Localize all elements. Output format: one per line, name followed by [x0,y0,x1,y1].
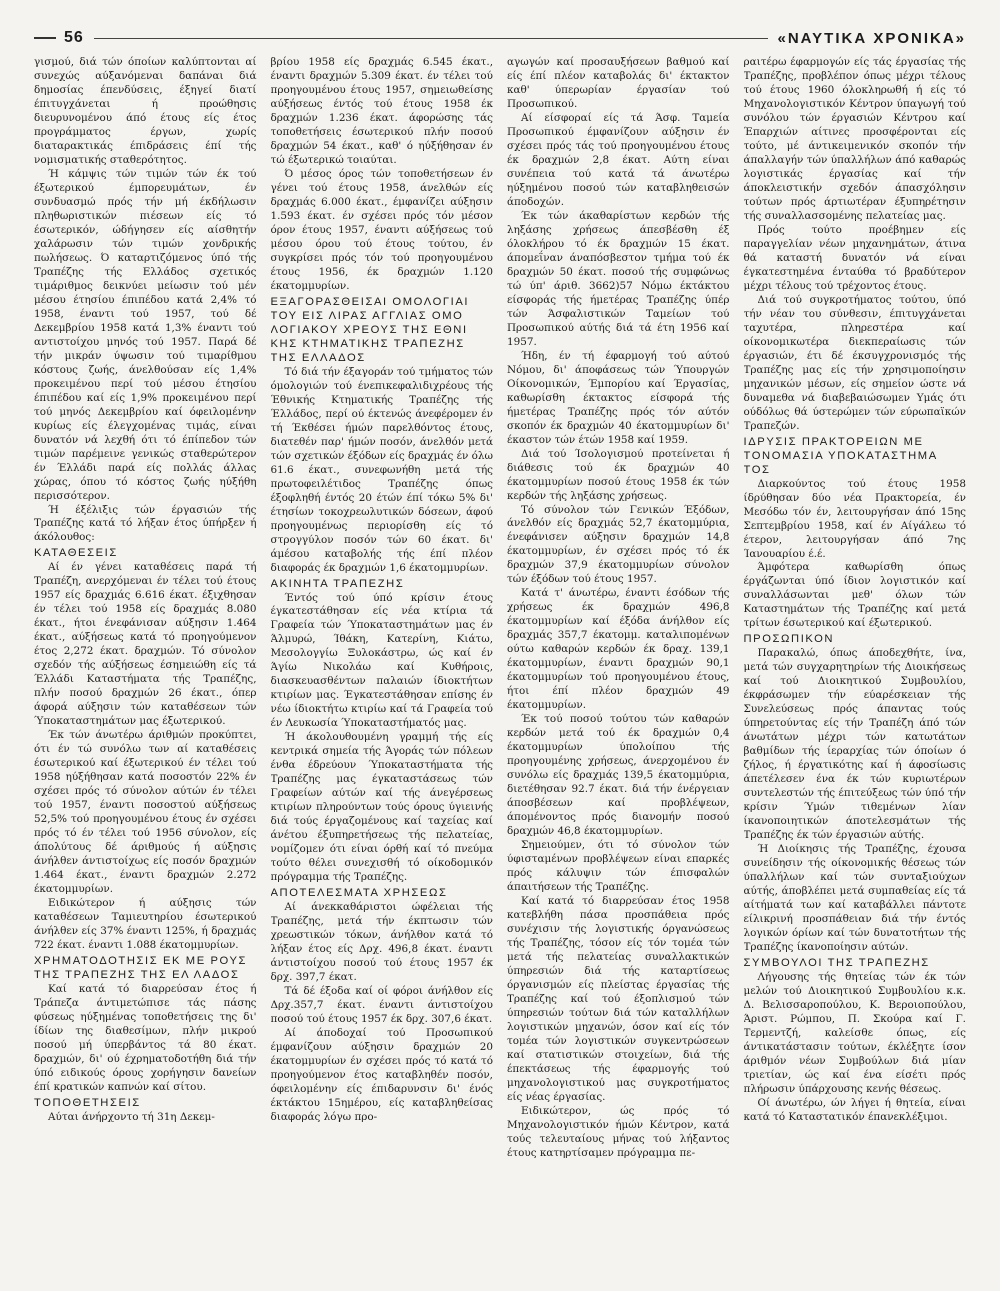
paragraph: Καί κατά τό διαρρεύσαν έτος ή Τράπεζα άντιμετώπισε τάς πάσης φύσεως ηύξημένας τοποθετήσεις της δι' ίδίων της διαθεσίμων, πλήν μικρού ποσού μή ύπερβάντος τά 80 έκατ. δραχμών, δι' ού έχρηματοδοτήθη διά τήν ύπό ειδικούς όρους χορήγησιν δανείων έπί κρατικών καπνών καί σίτου. [34,983,257,1093]
section-heading: ΕΞΑΓΟΡΑΣΘΕΙΣΑΙ ΟΜΟΛΟΓΙΑΙ ΤΟΥ ΕΙΣ ΛΙΡΑΣ ΑΓΓΛΙΑΣ ΟΜΟ ΛΟΓΙΑΚΟΥ ΧΡΕΟΥΣ ΤΗΣ ΕΘΝΙ ΚΗΣ ΚΤΗΜΑΤΙΚΗΣ ΤΡΑΠΕΖΗΣ ΤΗΣ ΕΛΛΑΔΟΣ [270,295,470,364]
paragraph: Ειδικώτερον ή αύξησις τών καταθέσεων Ταμιευτηρίου έσωτερικού άνήλθεν είς 37% έναντι 125%, ή δραχμάς 722 έκατ. έναντι 1.088 έκατομμυρίων. [34,897,257,952]
page-number: 56 [64,29,84,46]
section-heading: ΚΑΤΑΘΕΣΕΙΣ [34,547,118,560]
paragraph: Κατά τ' άνωτέρω, έναντι έσόδων τής χρήσεως έκ δραχμών 496,8 έκατομμυρίων καί έξόδα άνήλθον είς δραχμάς 357,7 έκατομμ. καταλιπομένων ούτω καθαρών κερδών έκ δραχ. 139,1 έκατομμυρίων, έναντι δραχμών 90,1 έκατομμυρίων τού προηγουμένου έτους, ήτοι έπί πλέον δραχμών 49 έκατομμυρίων. [507,587,730,712]
section-heading: ΤΟΠΟΘΕΤΗΣΕΙΣ [34,1096,141,1109]
paragraph: Καί κατά τό διαρρεύσαν έτος 1958 κατεβλήθη πάσα προσπάθεια πρός συνέχισιν τής λογιστικής όργανώσεως τής Τραπέζης, τόσον είς τόν τομέα τών μετά τής πελατείας συναλλακτικών ύπηρεσιών διά τής καταρτίσεως όργανισμών είς πλείστας έργασίας τής Τραπέζης καί τού έξοπλισμού τών ύπηρεσιών τούτων διά τών καταλλήλων λογιστικών μηχανών, όσον καί είς τόν τομέα τών λογιστικών συγκεντρώσεων καί στατιστικών στοιχείων, διά τής έπεκτάσεως τής έφαρμογής τού μηχανολογιστικού μας συγκροτήματος είς νέας έργασίας. [507,895,730,1103]
paragraph: Έντός τού ύπό κρίσιν έτους έγκατεστάθησαν είς νέα κτίρια τά Γραφεία τών Ύποκαταστημάτων μας έν Άλμυρώ, Ίθάκη, Κατερίνη, Κιάτω, Μεσολογγίω Ξυλοκάστρω, ώς καί έν Άγίω Νικολάω καί Κυθήροις, διασκευασθέντων παλαιών ίδιοκτήτων κτιρίων μας. Έγκατεστάθησαν επίσης έν νέω ίδιοκτήτω κτιρίω καί τά Γραφεία τού έν Λευκωσία Ύποκαταστήματός μας. [270,591,493,730]
text-column-3 [507,56,730,1276]
page-header [34,26,966,50]
paragraph: Διά τού Ίσολογισμού προτείνεται ή διάθεσις τού έκ δραχμών 40 έκατομμυρίων ποσού έτους 1958 έκ τών κερδών τής ληξάσης χρήσεως. [507,447,730,502]
paragraph: ραιτέρω έφαρμογών είς τάς έργασίας τής Τραπέζης, προβλέπον όπως μέχρι τέλους τού έτους 1960 όλοκληρωθή ή είς τό Μηχανολογιστικόν Κέντρον ύπαγωγή τού συνόλου τών έργασιών Κέντρου καί Έπαρχιών αίτινες προσφέρονται είς τούτο, μέ άντικειμενικόν σκοπόν τήν άπαλλαγήν τών ύπαλλήλων άπό καθαρώς λογιστικάς έργασίας καί τήν άποκλειστικήν σχεδόν άπασχόλησιν τούτων πρός άρτιωτέραν έξυπηρέτησιν τής συναλλασσομένης πελατείας μας. [743,56,966,222]
header-rule [94,38,768,39]
paragraph: Έκ τών άκαθαρίστων κερδών τής ληξάσης χρήσεως άπεσβέσθη έξ όλοκλήρου τό έκ δραχμών 15 έκατ. άπομεΐναν άναπόσβεστον τμήμα τού έκ δραχμών 50 έκατ. ποσού τής συμφώνως τώ ύπ' άριθ. 3662)57 Νόμω έκτάκτου είσφοράς τής ήμετέρας Τραπέζης ύπέρ τών Άσφαλιστικών Ταμείων τού Προσωπικού αύτής διά τά έτη 1956 καί 1957. [507,209,730,348]
paragraph: Αί έν γένει καταθέσεις παρά τή Τραπέζη, ανερχόμεναι έν τέλει τού έτους 1957 είς δραχμάς 6.616 έκατ. έξιχθησαν έν τέλει τού 1958 είς δραχμάς 8.080 έκατ., ήτοι ένεφάνισαν αύξησιν 1.464 έκατ., αύξήσεως κατά τό προηγούμενον έτος 2,272 έκατ. δραχμών. Τό σύνολον σχεδόν τής αύξήσεως έσημειώθη είς τά Έλλάδι Καταστήματα τής Τραπέζης, πλήν ποσού δραχμών 26 έκατ., όπερ άφορά αύξησιν τών καταθέσεων τών Ύποκαταστημάτων μας έξωτερικού. [34,561,257,728]
paragraph: Λήγουσης τής θητείας τών έκ τών μελών τού Διοικητικού Συμβουλίου κ.κ. Δ. Βελισσαροπούλου, Κ. Βεροιοπούλου, Άριστ. Ρώμπου, Π. Σκούρα καί Γ. Τερμεντζή, καλείσθε όπως, είς άντικατάστασιν τούτων, έκλέξητε ίσον άριθμόν νέων Συμβούλων διά μίαν τριετίαν, ώς καί ένα είσέτι πρός πλήρωσιν ύπάρχουσης κενής θέσεως. [743,971,966,1095]
paragraph: Ή κάμψις τών τιμών τών έκ τού έξωτερικού έμπορευμάτων, έν συνδυασμώ πρός τήν μή έκδήλωσιν πληθωριστικών πιέσεων είς τό έσωτερικόν, ώδήγησεν είς αίσθητήν χαλάρωσιν τών τιμών χονδρικής πωλήσεως. Ό καταρτιζόμενος ύπό τής Τραπέζης τής Ελλάδος σχετικός τιμάριθμος δεικνύει μείωσιν τού μέν μέσου έτησίου έπιπέδου κατά 2,4% τό 1958, έναντι τού 1957, τού δέ Δεκεμβρίου 1958 κατά 1,3% έναντι τού αντιστοίχου μηνός τού 1957. Παρά δέ τήν μικράν ύψωσιν τού τιμαρίθμου κόστους ζωής, άνελθούσαν είς 1,4% προκειμένου περί τού μέσου έτησίου έπιπέδου καί είς 1,9% προκειμένου περί τού μηνός Δεκεμβρίου καί όφειλομένην κυρίως είς έλεγχομένας τιμάς, είναι δυνατόν νά λεχθή ότι τό έπίπεδον τών τιμών παρέμεινε γενικώς σταθερώτερον έν Έλλάδι παρά είς πολλάς άλλας χώρας, όπου τό κόστος ζωής ηύξήθη περισσότερον. [34,167,257,502]
text-column-2 [271,56,494,1276]
paragraph: αγωγών καί προσαυξήσεων βαθμού καί είς έπί πλέον καταβολάς δι' έκτακτον καθ' ύπερωρίαν έργασίαν τού Προσωπικού. [507,56,730,110]
text-column-1 [34,56,257,1276]
paragraph: Άμφότερα καθωρίσθη όπως έργάζωνται ύπό ίδιον λογιστικόν καί συναλλάσωνται μεθ' όλων τών Καταστημάτων τής Τραπέζης καί μετά τρίτων έσωτερικού καί έξωτερικού. [743,561,966,630]
paragraph: Αί είσφοραί είς τά Άσφ. Ταμεία Προσωπικού έμφανίζουν αύξησιν έν σχέσει πρός τάς τού προηγουμένου έτους έκ δραχμών 2,8 έκατ. Αύτη είναι συνέπεια τού κατά τά άνωτέρω ηύξημένου ποσού τών καταβληθεισών άποδοχών. [507,111,730,208]
paragraph: Τά δέ έξοδα καί οί φόροι άνήλθον είς Δρχ.357,7 έκατ. έναντι άντιστοίχου ποσού τού έτους 1957 έκ δρχ. 307,6 έκατ. [270,985,493,1026]
paragraph: γισμού, διά τών όποίων καλύπτονται αί συνεχώς αύξανόμεναι δαπάναι διά δημοσίας έπενδύσεις, έξηγεί διατί έπιτυγχάνεται ή προώθησις διευρυνομένου άπό έτους είς έτος προγράμματος έργων, χωρίς διαταρακτικάς έπιδράσεις έπί τής νομισματικής σταθερότητος. [34,56,257,166]
paragraph: Αύται άνήρχοντο τή 31η Δεκεμ- [48,1110,215,1123]
section-heading: ΣΥΜΒΟΥΛΟΙ ΤΗΣ ΤΡΑΠΕΖΗΣ [743,957,930,970]
paragraph: Ό μέσος όρος τών τοποθετήσεων έν γένει τού έτους 1958, άνελθών είς δραχμάς 6.000 έκατ., έμφανίζει αύξησιν 1.593 έκατ. έν σχέσει πρός τόν μέσον όρον έτους 1957, έναντι αύξήσεως τού μέσου όρου τού έτους τούτου, έν συγκρίσει πρός τόν τού προηγουμένου έτους 1956, έκ δραχμών 1.120 έκατομμυρίων. [270,167,493,292]
paragraph: Σημειούμεν, ότι τό σύνολον τών ύφισταμένων προβλέψεων είναι επαρκές πρός κάλυψιν τών έπισφαλών άπαιτήσεων τής Τραπέζης. [507,839,730,894]
paragraph: Ή έξέλιξις τών έργασιών τής Τραπέζης κατά τό λήξαν έτος ύπήρξεν ή άκόλουθος: [34,503,257,544]
paragraph: Τό διά τήν έξαγοράν τού τμήματος τών όμολογιών τού ένεπικεφαλιδιχρέους τής Έθνικής Κτηματικής Τραπέζης τής Έλλάδος, περί ού έκτενώς άνεφέρομεν έν τή Έκθέσει ήμών παρελθόντος έτους, διατεθέν παρ' ήμών ποσόν, άνελθόν μετά τών σχετικών έξόδων είς δραχμάς έν όλω 61.6 έκατ., συνεφωνήθη μετά τής πρωτοφειλέτιδος Τραπέζης όπως έξοφληθή έντός 20 έτών έπί τόκω 5% δι' έτησίων τοκοχρεωλυτικών δόσεων, άφού προηγουμένως περιορίσθη είς τό στρογγύλον ποσόν τών 60 έκατ. δι' άμέσου καταβολής τής έπί πλέον διαφοράς έκ δραχμών 1,6 έκατομμυρίων. [270,365,493,574]
paragraph: Παρακαλώ, όπως άποδεχθήτε, ίνα, μετά τών συγχαρητηρίων τής Διοικήσεως καί τού Διοικητικού Συμβουλίου, έκφράσωμεν τήν εύαρέσκειαν τής Συνελεύσεως πρός άπαντας τούς ύπηρετούντας είς τήν Τραπέζη άπό τών άνωτάτων μέχρι τών κατωτάτων βαθμίδων τής ίεραρχίας τών όποίων ό ζήλος, ή έργατικότης καί ή άφοσίωσις άπετέλεσεν ένα έκ τών κυριωτέρων συντελεστών τής έπιτεύξεως τών ύπό τήν κρίσιν Ύμών τιθεμένων λίαν ίκανοποιητικών άποτελεσμάτων τής Τραπέζης έκ τών έργασιών αύτής. [743,647,966,842]
text-column-4 [744,56,967,1276]
section-heading: ΑΚΙΝΗΤΑ ΤΡΑΠΕΖΗΣ [270,577,405,590]
paragraph: Διά τού συγκροτήματος τούτου, ύπό τήν νέαν του σύνθεσιν, έπιτυγχάνεται ταχυτέρα, πληρεστέρα καί οίκονομικωτέρα διεκπεραίωσις τών έργασιών, έτι δέ έκσυγχρονισμός τής Τραπέζης μας είς τήν χρησιμοποίησιν μηχανικών μέσων, είς σημείον ώστε νά δυναμεθα νά διαβεβαιώσωμεν Υμάς ότι ούδόλως θά ύστερώμεν τών εύρωπαϊκών Τραπεζών. [743,293,966,432]
article-body [34,56,966,1276]
paragraph: Ήδη, έν τή έφαρμογή τού αύτού Νόμου, δι' άποφάσεως τών Ύπουργών Οίκονομικών, Έμπορίου καί Έργασίας, καθωρίσθη έκτακτος είσφορά τής ήμετέρας Τραπέζης πρός τόν αύτόν σκοπόν έκ δραχμών 40 έκατομμυρίων δι' έκαστον τών έτών 1958 καί 1959. [507,349,730,446]
paragraph: Πρός τούτο προέβημεν είς παραγγελίαν νέων μηχανημάτων, άτινα θά καταστή δυνατόν νά είναι έγκατεστημένα ένταύθα τό βραδύτερον μέχρι τέλους τού τρέχοντος έτους. [743,223,966,292]
paragraph: Οί άνωτέρω, ών λήγει ή θητεία, είναι κατά τό Καταστατικόν έπανεκλέξιμοι. [743,1096,966,1123]
paragraph: Έκ τών άνωτέρω άριθμών προκύπτει, ότι έν τώ συνόλω των αί καταθέσεις έσωτερικού καί έξωτερικού έν τέλει τού 1958 ηύξήθησαν κατά ποσοστόν 22% έν σχέσει πρός τό σύνολον αύτών έν τέλει τού 1957, έναντι ποσοστού αύξήσεως 52,5% τού προηγουμένου έτους έν σχέσει πρός τό έν τέλει τού 1956 σύνολον, είς άπολύτους δέ άριθμούς ή αύξησις άνήλθεν άντιστοίχως είς ποσόν δραχμών 1.464 έκατ., έναντι δραχμών 2.272 έκατομμυρίων. [34,729,257,896]
section-heading: ΙΔΡΥΣΙΣ ΠΡΑΚΤΟΡΕΙΩΝ ΜΕ ΤΟΝΟΜΑΣΙΑ ΥΠΟΚΑΤΑΣΤΗΜΑ ΤΟΣ [743,435,938,476]
paragraph: Διαρκούντος τού έτους 1958 ίδρύθησαν δύο νέα Πρακτορεία, έν Μεσόδω τόν έν, λειτουργήσαν άπό 15ης Σεπτεμβρίου 1958, καί έν Αίγάλεω τό έτερον, λειτουργήσαν άπό 7ης Ίανουαρίου έ.έ. [743,477,966,560]
paragraph: Ειδικώτερον, ώς πρός τό Μηχανολογιστικόν ήμών Κέντρον, κατά τούς τελευταίους μήνας τού λήξαντος έτους κατηρτίσαμεν πρόγραμμα πε- [507,1104,730,1159]
paragraph: βρίου 1958 είς δραχμάς 6.545 έκατ., έναντι δραχμών 5.309 έκατ. έν τέλει τού προηγουμένου έτους 1957, σημειωθείσης αύξήσεως έντός τού έτους 1958 έκ δραχμών 1.236 έκατ. άφορώσης τάς τοποθετήσεις έσωτερικού πλήν ποσού δραχμών 54 έκατ., καθ' ό ηύξήθησαν έν τώ έξωτερικώ τοιαύται. [270,56,493,166]
section-heading: ΠΡΟΣΩΠΙΚΟΝ [743,633,835,646]
paragraph: Ή άκολουθουμένη γραμμή τής είς κεντρικά σημεία τής Άγοράς τών πόλεων ένθα έδρεύουν Ύποκαταστήματα τής Τραπέζης μας έγκαταστάσεως τών Γραφείων αύτών καί τής άνεγέρσεως κτιρίων πληρούντων τούς όρους ύγιεινής διά τούς έργαζομένους καί ταχείας καί άνέτου έξυπηρετήσεως τής πελατείας, νομίζομεν ότι είναι όρθή καί τό πνεύμα τούτο θέλει συνεχισθή τό οίκοδομικόν πρόγραμμα τής Τραπέζης. [270,731,493,884]
section-heading: ΧΡΗΜΑΤΟΔΟΤΗΣΙΣ ΕΚ ΜΕ ΡΟΥΣ ΤΗΣ ΤΡΑΠΕΖΗΣ ΤΗΣ ΕΛ ΛΑΔΟΣ [34,955,248,982]
paragraph: Αί άποδοχαί τού Προσωπικού έμφανίζουν αύξησιν δραχμών 20 έκατομμυρίων έν σχέσει πρός τό κατά τό προηγούμενον έτος καταβληθέν ποσόν, όφειλομένην είς έπιδαρυνσιν δι' ένός έκτάκτου 15ημέρου, είς καταβληθείσας διαφοράς λόγω προ- [270,1027,493,1123]
publication-title: «ΝΑΥΤΙΚΑ ΧΡΟΝΙΚΑ» [777,29,966,47]
paragraph: Ή Διοίκησις τής Τραπέζης, έχουσα συνείδησιν τής οίκονομικής θέσεως τών ύπαλλήλων καί τών συνταξιούχων αύτής, άποβλέπει μετά συμπαθείας είς τά αίτήματά των καί καταβάλλει πάντοτε είλικρινή προσπάθειαν διά τήν έντός λογικών όρίων καί τών δυνατοτήτων τής Τραπέζης ίκανοποίησιν αύτών. [743,843,966,954]
paragraph: Έκ τού ποσού τούτου τών καθαρών κερδών μετά τού έκ δραχμών 0,4 έκατομμυρίων ύπολοίπου τής προηγουμένης χρήσεως, άνερχομένου έν συνόλω είς δραχμάς 139,5 έκατομμύρια, διετέθησαν 92.7 έκατ. διά τήν ένέργειαν άποσβέσεων καί προβλέψεων, άπομένοντος πρός διανομήν ποσού δραχμών 46,8 έκατομμυρίων. [507,713,730,838]
section-heading: ΑΠΟΤΕΛΕΣΜΑΤΑ ΧΡΗΣΕΩΣ [270,887,448,900]
paragraph: Τό σύνολον τών Γενικών Έξόδων, άνελθόν είς δραχμάς 52,7 έκατομμύρια, ένεφάνισεν αύξησιν δραχμών 14,8 έκατομμυρίων, έν σχέσει πρός τό έκ δραχμών 37,9 έκατομμυρίων σύνολον τών έξόδων τού έτους 1957. [507,503,730,586]
paragraph: Αί άνεκκαθάριστοι ώφέλειαι τής Τραπέζης, μετά τήν έκπτωσιν τών χρεωστικών τόκων, άνήλθον κατά τό λήξαν έτος είς Δρχ. 496,8 έκατ. έναντι άντιστοίχου ποσού τού έτους 1957 έκ δρχ. 397,7 έκατ. [270,901,493,984]
header-dash [34,37,56,39]
